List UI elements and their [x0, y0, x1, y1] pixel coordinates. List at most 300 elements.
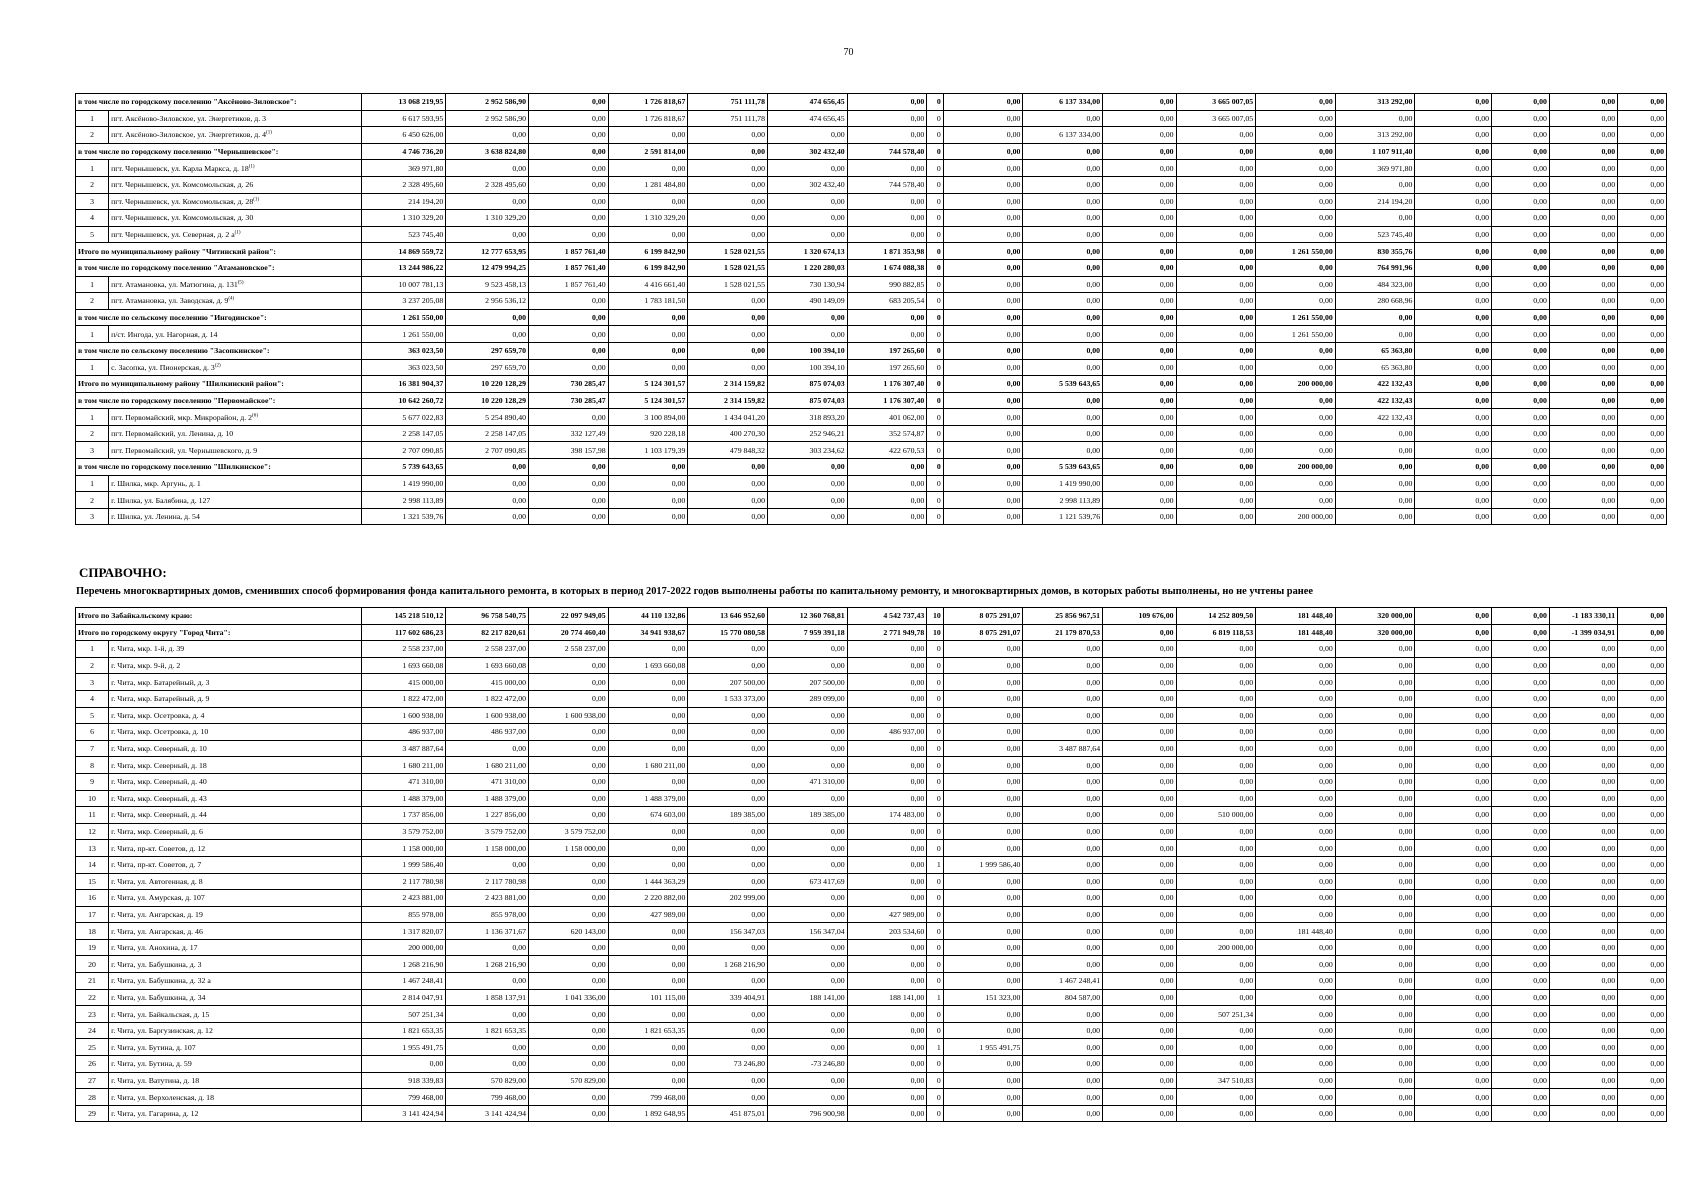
value-cell: 1 680 211,00	[446, 757, 529, 774]
value-cell: 0,00	[1415, 143, 1492, 160]
value-cell: 25 856 967,51	[1023, 608, 1103, 625]
row-number: 3	[76, 442, 109, 459]
value-cell: 0,00	[1415, 376, 1492, 393]
value-cell: 0,00	[847, 740, 927, 757]
value-cell: 303 234,62	[767, 442, 847, 459]
address-text: г. Чита, ул. Ангарская, д. 19	[111, 909, 203, 919]
value-cell: 0,00	[1023, 309, 1103, 326]
value-cell: 0,00	[1176, 690, 1256, 707]
table-row	[76, 193, 1667, 210]
value-cell: 0,00	[1492, 906, 1550, 923]
value-cell: 0,00	[847, 1022, 927, 1039]
value-cell: 0,00	[1549, 840, 1617, 857]
address-text: г. Чита, пр-кт. Советов, д. 7	[111, 860, 202, 870]
value-cell: 0,00	[1415, 1006, 1492, 1023]
value-cell: 1 726 818,67	[608, 94, 688, 111]
value-cell: 0,00	[1415, 309, 1492, 326]
value-cell: 0,00	[1618, 143, 1667, 160]
value-cell: 0,00	[1618, 475, 1667, 492]
value-cell: 0,00	[1415, 492, 1492, 509]
address-text: г. Чита, ул. Гагарина, д. 12	[111, 1109, 199, 1119]
footnote-mark: (1)	[234, 230, 241, 236]
value-cell: 0,00	[1549, 276, 1617, 293]
value-cell: -1 183 330,11	[1549, 608, 1617, 625]
value-cell: 0,00	[1415, 110, 1492, 127]
value-cell: 0,00	[446, 973, 529, 990]
value-cell: 0,00	[943, 210, 1023, 227]
value-cell: 0,00	[529, 674, 609, 691]
value-cell: 0,00	[1023, 807, 1103, 824]
address-text: пгт. Первомайский, ул. Ленина, д. 10	[111, 429, 234, 439]
address-cell	[109, 359, 361, 376]
address-text: пгт. Чернышевск, ул. Комсомольская, д. 28	[111, 196, 254, 206]
value-cell: 0	[927, 1072, 944, 1089]
value-cell: 0,00	[1176, 326, 1256, 343]
value-cell: 0,00	[1256, 989, 1336, 1006]
value-cell: 0,00	[1103, 906, 1176, 923]
value-cell: 1 821 653,35	[608, 1022, 688, 1039]
value-cell: 280 668,96	[1335, 293, 1415, 310]
value-cell: 1 999 586,40	[361, 856, 446, 873]
value-cell: 0,00	[1549, 94, 1617, 111]
value-cell: 0,00	[1549, 707, 1617, 724]
value-cell: 0,00	[943, 1022, 1023, 1039]
value-cell: 0,00	[446, 856, 529, 873]
address-cell	[109, 757, 361, 774]
address-text: пгт. Чернышевск, ул. Комсомольская, д. 26	[111, 180, 254, 190]
value-cell: 0,00	[1549, 342, 1617, 359]
value-cell: 0,00	[1023, 326, 1103, 343]
value-cell: 20 774 460,40	[529, 624, 609, 641]
value-cell: 0,00	[608, 492, 688, 509]
value-cell: 479 848,32	[688, 442, 768, 459]
value-cell: 0,00	[1415, 973, 1492, 990]
value-cell: 474 656,45	[767, 110, 847, 127]
value-cell: 0,00	[608, 309, 688, 326]
value-cell: 0,00	[1023, 674, 1103, 691]
value-cell: 1 268 216,90	[361, 956, 446, 973]
value-cell: 302 432,40	[767, 176, 847, 193]
address-text: пгт. Аксёново-Зиловское, ул. Энергетиков, д. 3	[111, 113, 267, 123]
value-cell: 0	[927, 293, 944, 310]
value-cell: 0,00	[1023, 425, 1103, 442]
value-cell: 0,00	[529, 193, 609, 210]
value-cell: 0,00	[1176, 890, 1256, 907]
value-cell: 620 143,00	[529, 923, 609, 940]
value-cell: 0	[927, 1056, 944, 1073]
value-cell: 0,00	[1492, 425, 1550, 442]
value-cell: 0,00	[1176, 193, 1256, 210]
value-cell: 570 829,00	[529, 1072, 609, 1089]
value-cell: 2 558 237,00	[529, 641, 609, 658]
value-cell: 0,00	[1618, 226, 1667, 243]
value-cell: 0,00	[943, 1072, 1023, 1089]
value-cell: 0,00	[688, 176, 768, 193]
address-text: пгт. Атамановка, ул. Матюгина, д. 131	[111, 279, 238, 289]
value-cell: 0,00	[943, 873, 1023, 890]
value-cell: 0	[927, 690, 944, 707]
value-cell: 0,00	[1256, 342, 1336, 359]
value-cell: 0,00	[529, 143, 609, 160]
value-cell: 0,00	[688, 508, 768, 525]
address-text: г. Чита, ул. Амурская, д. 107	[111, 893, 205, 903]
value-cell: 0,00	[1103, 342, 1176, 359]
value-cell: 0,00	[1176, 757, 1256, 774]
value-cell: 0,00	[1415, 342, 1492, 359]
address-text: г. Чита, ул. Бабушкина, д. 3	[111, 959, 202, 969]
value-cell: 2 952 586,90	[446, 110, 529, 127]
value-cell: 0,00	[1618, 707, 1667, 724]
value-cell: 0,00	[943, 160, 1023, 177]
value-cell: 1 528 021,55	[688, 243, 768, 260]
value-cell: 0,00	[1618, 724, 1667, 741]
value-cell: 0,00	[1618, 376, 1667, 393]
value-cell: 0	[927, 890, 944, 907]
value-cell: 0,00	[1256, 890, 1336, 907]
value-cell: 0,00	[1618, 906, 1667, 923]
value-cell: 0	[927, 475, 944, 492]
value-cell: 0,00	[943, 392, 1023, 409]
value-cell: 0,00	[767, 939, 847, 956]
value-cell: 0,00	[608, 740, 688, 757]
row-number: 27	[76, 1072, 109, 1089]
value-cell: 507 251,34	[361, 1006, 446, 1023]
value-cell: 0,00	[1335, 956, 1415, 973]
value-cell: 1 261 550,00	[1256, 309, 1336, 326]
value-cell: 0,00	[529, 226, 609, 243]
subtotal-row	[76, 459, 1667, 476]
address-cell	[109, 856, 361, 873]
value-cell: 109 676,00	[1103, 608, 1176, 625]
value-cell: 0,00	[1023, 1105, 1103, 1122]
value-cell: 0	[927, 143, 944, 160]
address-text: г. Чита, мкр. Северный, д. 6	[111, 827, 203, 837]
value-cell: 0,00	[767, 326, 847, 343]
value-cell: 0,00	[767, 657, 847, 674]
value-cell: 0,00	[1549, 873, 1617, 890]
value-cell: 0,00	[1492, 890, 1550, 907]
row-number: 3	[76, 674, 109, 691]
value-cell: 0,00	[1103, 309, 1176, 326]
value-cell: 0,00	[688, 906, 768, 923]
value-cell: 0,00	[767, 193, 847, 210]
value-cell: 0,00	[1256, 1056, 1336, 1073]
address-cell	[109, 923, 361, 940]
value-cell: 0	[927, 973, 944, 990]
value-cell: 100 394,10	[767, 359, 847, 376]
address-cell	[109, 276, 361, 293]
value-cell: -73 246,80	[767, 1056, 847, 1073]
value-cell: 486 937,00	[446, 724, 529, 741]
value-cell: 0,00	[767, 956, 847, 973]
value-cell: 0,00	[1618, 923, 1667, 940]
value-cell: 2 328 495,60	[361, 176, 446, 193]
subtotal-row	[76, 94, 1667, 111]
value-cell: 401 062,00	[847, 409, 927, 426]
value-cell: 2 117 780,98	[446, 873, 529, 890]
value-cell: 0,00	[1415, 475, 1492, 492]
value-cell: 0,00	[529, 176, 609, 193]
value-cell: 0,00	[688, 1089, 768, 1106]
value-cell: 0,00	[943, 127, 1023, 144]
address-cell	[109, 1056, 361, 1073]
value-cell: 0,00	[1492, 127, 1550, 144]
value-cell: 0,00	[688, 309, 768, 326]
value-cell: 1 103 179,39	[608, 442, 688, 459]
value-cell: 0	[927, 459, 944, 476]
value-cell: 471 310,00	[361, 773, 446, 790]
value-cell: 0,00	[1103, 226, 1176, 243]
value-cell: 1 121 539,76	[1023, 508, 1103, 525]
value-cell: 0,00	[767, 707, 847, 724]
value-cell: 0,00	[1618, 309, 1667, 326]
address-text: пгт. Первомайский, ул. Чернышевского, д. 9	[111, 445, 258, 455]
value-cell: 0,00	[1023, 1056, 1103, 1073]
value-cell: 0,00	[1618, 624, 1667, 641]
value-cell: 0,00	[847, 127, 927, 144]
value-cell: 0,00	[1176, 309, 1256, 326]
value-cell: 0,00	[1103, 773, 1176, 790]
value-cell: 0,00	[529, 906, 609, 923]
value-cell: 0,00	[943, 823, 1023, 840]
value-cell: 1 600 938,00	[361, 707, 446, 724]
value-cell: 0,00	[608, 342, 688, 359]
value-cell: 0,00	[608, 1006, 688, 1023]
value-cell: 1 955 491,75	[943, 1039, 1023, 1056]
value-cell: 101 115,00	[608, 989, 688, 1006]
address-cell	[109, 508, 361, 525]
row-number: 1	[76, 276, 109, 293]
address-text: г. Чита, мкр. Северный, д. 43	[111, 793, 207, 803]
value-cell: 0	[927, 508, 944, 525]
value-cell: 0,00	[1549, 856, 1617, 873]
value-cell: 0,00	[1618, 1056, 1667, 1073]
value-cell: 0	[927, 923, 944, 940]
value-cell: 0,00	[1176, 1039, 1256, 1056]
value-cell: 0,00	[1256, 1105, 1336, 1122]
address-cell	[109, 690, 361, 707]
value-cell: 10 220 128,29	[446, 376, 529, 393]
row-number: 5	[76, 226, 109, 243]
value-cell: 320 000,00	[1335, 608, 1415, 625]
value-cell: 398 157,98	[529, 442, 609, 459]
value-cell: 0,00	[1549, 309, 1617, 326]
value-cell: 44 110 132,86	[608, 608, 688, 625]
value-cell: 0,00	[1549, 956, 1617, 973]
value-cell: 0,00	[1335, 873, 1415, 890]
value-cell: 0,00	[1549, 906, 1617, 923]
value-cell: 12 479 994,25	[446, 259, 529, 276]
value-cell: 0,00	[1256, 790, 1336, 807]
value-cell: 0,00	[1549, 508, 1617, 525]
value-cell: 0,00	[1415, 1105, 1492, 1122]
value-cell: 0,00	[943, 259, 1023, 276]
row-number: 6	[76, 724, 109, 741]
value-cell: 363 023,50	[361, 359, 446, 376]
value-cell: 0,00	[767, 1022, 847, 1039]
value-cell: 0,00	[1492, 856, 1550, 873]
value-cell: 1 467 248,41	[361, 973, 446, 990]
row-number: 4	[76, 690, 109, 707]
value-cell: 1 822 472,00	[361, 690, 446, 707]
value-cell: 0	[927, 259, 944, 276]
value-cell: 0,00	[767, 906, 847, 923]
value-cell: 0,00	[1549, 1006, 1617, 1023]
value-cell: 1 600 938,00	[446, 707, 529, 724]
capital-repair-table	[75, 93, 1667, 525]
value-cell: 0,00	[1549, 226, 1617, 243]
value-cell: 0,00	[1492, 641, 1550, 658]
value-cell: 0,00	[1335, 906, 1415, 923]
value-cell: 0,00	[1103, 624, 1176, 641]
value-cell: 0,00	[1618, 127, 1667, 144]
value-cell: 0,00	[1335, 790, 1415, 807]
value-cell: 0,00	[608, 359, 688, 376]
value-cell: 0,00	[688, 1006, 768, 1023]
value-cell: 0,00	[1492, 740, 1550, 757]
value-cell: 415 000,00	[446, 674, 529, 691]
value-cell: 0,00	[529, 475, 609, 492]
value-cell: 0,00	[1335, 989, 1415, 1006]
value-cell: 0,00	[1618, 492, 1667, 509]
row-number: 3	[76, 508, 109, 525]
value-cell: 570 829,00	[446, 1072, 529, 1089]
value-cell: 0,00	[1618, 392, 1667, 409]
value-cell: 320 000,00	[1335, 624, 1415, 641]
subtotal-label: в том числе по городскому поселению "Аксёново-Зиловское":	[76, 94, 362, 111]
value-cell: 10 642 260,72	[361, 392, 446, 409]
value-cell: 0,00	[767, 1089, 847, 1106]
value-cell: 1 955 491,75	[361, 1039, 446, 1056]
row-number: 17	[76, 906, 109, 923]
value-cell: 3 487 887,64	[361, 740, 446, 757]
value-cell: 0,00	[847, 773, 927, 790]
value-cell: 0,00	[1103, 873, 1176, 890]
value-cell: 0,00	[1618, 840, 1667, 857]
value-cell: 3 665 007,05	[1176, 94, 1256, 111]
value-cell: 0,00	[688, 724, 768, 741]
value-cell: 3 579 752,00	[529, 823, 609, 840]
value-cell: 297 659,70	[446, 342, 529, 359]
subtotal-label: в том числе по городскому поселению "Атамановское":	[76, 259, 362, 276]
value-cell: 0,00	[1256, 707, 1336, 724]
value-cell: 0,00	[1492, 193, 1550, 210]
value-cell: 0,00	[1618, 342, 1667, 359]
value-cell: 65 363,80	[1335, 342, 1415, 359]
value-cell: 100 394,10	[767, 342, 847, 359]
value-cell: 0,00	[688, 790, 768, 807]
table-row	[76, 1056, 1667, 1073]
value-cell: 0,00	[1618, 856, 1667, 873]
value-cell: 0,00	[688, 342, 768, 359]
value-cell: 352 574,87	[847, 425, 927, 442]
value-cell: 197 265,60	[847, 342, 927, 359]
value-cell: 0,00	[1176, 342, 1256, 359]
value-cell: 507 251,34	[1176, 1006, 1256, 1023]
value-cell: 0,00	[1103, 1089, 1176, 1106]
value-cell: 0,00	[1176, 1022, 1256, 1039]
value-cell: 181 448,40	[1256, 923, 1336, 940]
value-cell: 0,00	[1618, 989, 1667, 1006]
footnote-mark: (1)	[248, 164, 255, 170]
value-cell: 4 416 661,40	[608, 276, 688, 293]
table-row	[76, 923, 1667, 940]
value-cell: 0,00	[1549, 392, 1617, 409]
address-text: г. Чита, ул. Бутина, д. 107	[111, 1042, 196, 1052]
value-cell: 1 158 000,00	[529, 840, 609, 857]
value-cell: 0,00	[1618, 94, 1667, 111]
address-cell	[109, 127, 361, 144]
value-cell: 0,00	[1023, 773, 1103, 790]
value-cell: 0,00	[943, 243, 1023, 260]
value-cell: 1 321 539,76	[361, 508, 446, 525]
value-cell: 6 199 842,90	[608, 259, 688, 276]
value-cell: 0,00	[1492, 309, 1550, 326]
value-cell: 0,00	[1415, 690, 1492, 707]
value-cell: 0,00	[1103, 641, 1176, 658]
value-cell: 0,00	[1176, 475, 1256, 492]
value-cell: 302 432,40	[767, 143, 847, 160]
value-cell: 0,00	[529, 740, 609, 757]
value-cell: 0,00	[1256, 492, 1336, 509]
value-cell: 0,00	[1176, 1056, 1256, 1073]
value-cell: 744 578,40	[847, 176, 927, 193]
table-row	[76, 176, 1667, 193]
value-cell: 0,00	[847, 492, 927, 509]
value-cell: 0,00	[943, 1105, 1023, 1122]
value-cell: 0,00	[1415, 807, 1492, 824]
value-cell: 0,00	[943, 690, 1023, 707]
value-cell: 0,00	[847, 840, 927, 857]
table-row	[76, 906, 1667, 923]
subtotal-label: Итого по муниципальному району "Читинский район":	[76, 243, 362, 260]
footnote-mark: (2)	[214, 363, 221, 369]
value-cell: 0,00	[1176, 707, 1256, 724]
value-cell: 12 777 653,95	[446, 243, 529, 260]
value-cell: 0,00	[1492, 956, 1550, 973]
value-cell: 13 068 219,95	[361, 94, 446, 111]
subtotal-label: в том числе по городскому поселению "Первомайское":	[76, 392, 362, 409]
value-cell: 156 347,03	[688, 923, 768, 940]
address-cell	[109, 210, 361, 227]
value-cell: 0,00	[608, 641, 688, 658]
value-cell: 0,00	[1492, 757, 1550, 774]
value-cell: 0,00	[1256, 1072, 1336, 1089]
value-cell: 0,00	[688, 740, 768, 757]
address-cell	[109, 475, 361, 492]
value-cell: 0,00	[1256, 442, 1336, 459]
value-cell: 0,00	[1415, 176, 1492, 193]
address-text: пгт. Аксёново-Зиловское, ул. Энергетиков, д. 4	[111, 130, 267, 140]
value-cell: 0,00	[1618, 807, 1667, 824]
address-text: г. Чита, ул. Верхоленская, д. 18	[111, 1092, 214, 1102]
value-cell: 0,00	[529, 1006, 609, 1023]
value-cell: 0,00	[767, 160, 847, 177]
subtotal-label: Итого по городскому округу "Город Чита":	[76, 624, 362, 641]
row-number: 22	[76, 989, 109, 1006]
value-cell: 0,00	[1335, 923, 1415, 940]
value-cell: 0,00	[847, 475, 927, 492]
value-cell: 474 656,45	[767, 94, 847, 111]
value-cell: 0,00	[1335, 110, 1415, 127]
value-cell: 0,00	[529, 342, 609, 359]
value-cell: 188 141,00	[847, 989, 927, 1006]
value-cell: 0,00	[1256, 840, 1336, 857]
value-cell: 0,00	[767, 1072, 847, 1089]
value-cell: 0,00	[1492, 176, 1550, 193]
value-cell: 0,00	[529, 293, 609, 310]
value-cell: 0,00	[1103, 657, 1176, 674]
